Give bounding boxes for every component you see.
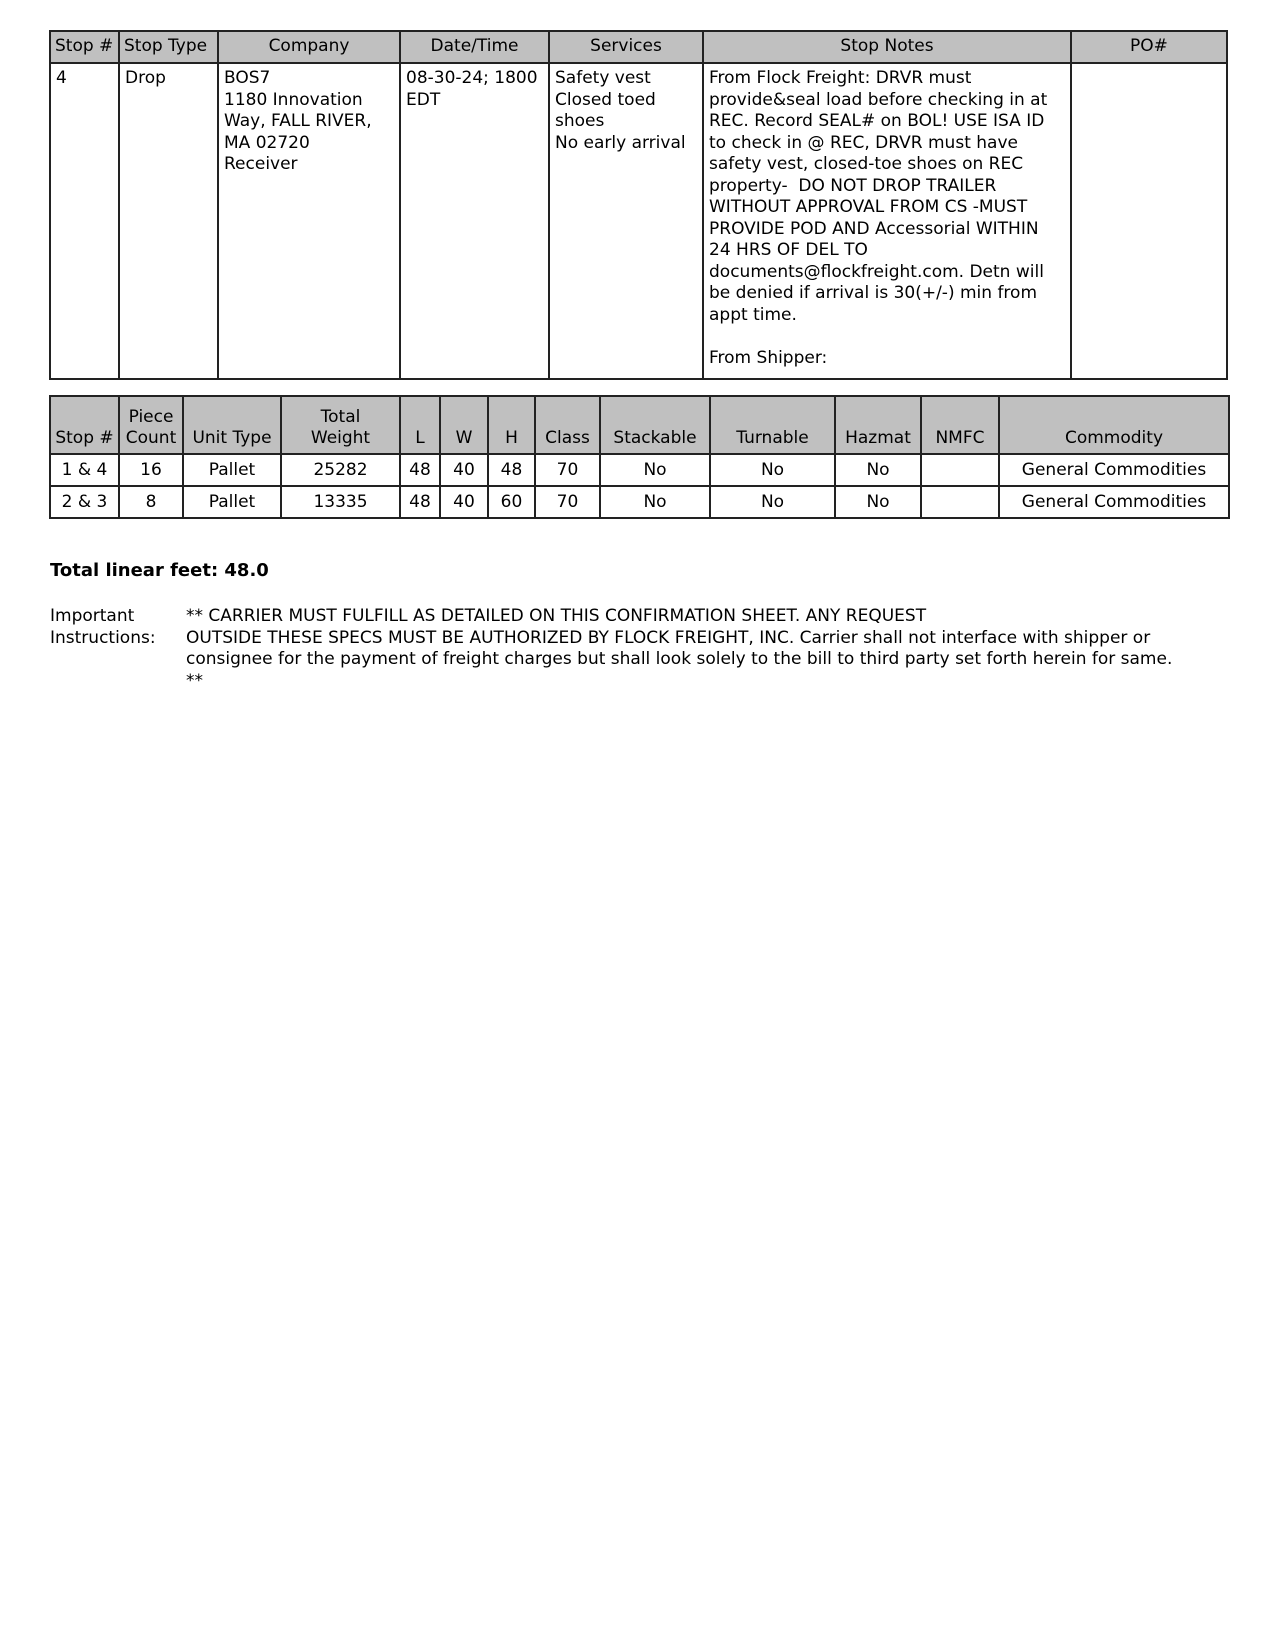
header-stop-number: Stop # (50, 31, 119, 63)
commodity-cell: General Commodities (999, 454, 1229, 486)
total-weight-cell: 25282 (281, 454, 400, 486)
header-class: Class (535, 396, 600, 454)
header-stop-notes: Stop Notes (703, 31, 1071, 63)
stops-header-row (50, 31, 1227, 63)
stop-number-cell: 2 & 3 (50, 486, 119, 518)
header-po-number: PO# (1071, 31, 1227, 63)
header-date-time: Date/Time (400, 31, 549, 63)
header-unit-type: Unit Type (183, 396, 281, 454)
unit-type-cell: Pallet (183, 486, 281, 518)
services-cell: Safety vest Closed toed shoes No early arrival (549, 63, 703, 379)
piece-count-cell: 16 (119, 454, 183, 486)
unit-type-cell: Pallet (183, 454, 281, 486)
stop-number-cell: 4 (50, 63, 119, 379)
stop-type-cell: Drop (119, 63, 218, 379)
header-nmfc: NMFC (921, 396, 999, 454)
header-turnable: Turnable (710, 396, 835, 454)
header-height: H (488, 396, 535, 454)
length-cell: 48 (400, 486, 440, 518)
height-cell: 60 (488, 486, 535, 518)
nmfc-cell (921, 454, 999, 486)
header-stop-type: Stop Type (119, 31, 218, 63)
header-hazmat: Hazmat (835, 396, 921, 454)
turnable-cell: No (710, 454, 835, 486)
header-stackable: Stackable (600, 396, 710, 454)
company-cell: BOS7 1180 Innovation Way, FALL RIVER, MA 02720 Receiver (218, 63, 400, 379)
width-cell: 40 (440, 486, 488, 518)
stop-row (50, 63, 1227, 379)
length-cell: 48 (400, 454, 440, 486)
hazmat-cell: No (835, 454, 921, 486)
items-table (49, 395, 1230, 519)
turnable-cell: No (710, 486, 835, 518)
stackable-cell: No (600, 486, 710, 518)
piece-count-cell: 8 (119, 486, 183, 518)
table-row (50, 486, 1229, 518)
nmfc-cell (921, 486, 999, 518)
date-time-cell: 08-30-24; 1800 EDT (400, 63, 549, 379)
total-linear-feet: Total linear feet: 48.0 (50, 560, 269, 581)
class-cell: 70 (535, 486, 600, 518)
header-stop-number: Stop # (50, 396, 119, 454)
width-cell: 40 (440, 454, 488, 486)
header-total-weight: Total Weight (281, 396, 400, 454)
header-length: L (400, 396, 440, 454)
stops-table (49, 30, 1228, 380)
total-weight-cell: 13335 (281, 486, 400, 518)
header-piece-count: Piece Count (119, 396, 183, 454)
height-cell: 48 (488, 454, 535, 486)
stop-number-cell: 1 & 4 (50, 454, 119, 486)
header-commodity: Commodity (999, 396, 1229, 454)
header-services: Services (549, 31, 703, 63)
stackable-cell: No (600, 454, 710, 486)
header-company: Company (218, 31, 400, 63)
stop-notes-cell: From Flock Freight: DRVR must provide&seal load before checking in at REC. Record SEAL# on BOL! USE ISA ID to check in @ REC, DRVR must have safety vest, closed-toe shoes on REC property- DO NOT DROP TRAILER WITHOUT APPROVAL FROM CS -MUST PROVIDE POD AND Accessorial WITHIN 24 HRS OF DEL TO documents@flockfreight.com. Detn will be denied if arrival is 30(+/-) min from appt time. From Shipper: (703, 63, 1071, 379)
header-width: W (440, 396, 488, 454)
class-cell: 70 (535, 454, 600, 486)
important-instructions-text: ** CARRIER MUST FULFILL AS DETAILED ON THIS CONFIRMATION SHEET. ANY REQUEST OUTSIDE THESE SPECS MUST BE AUTHORIZED BY FLOCK FREIGHT, INC. Carrier shall not interface with shipper or consignee for the payment of freight charges but shall look solely to the bill to third party set forth herein for same. ** (186, 606, 1173, 691)
important-instructions-label: Important Instructions: (50, 606, 156, 648)
commodity-cell: General Commodities (999, 486, 1229, 518)
table-row (50, 454, 1229, 486)
hazmat-cell: No (835, 486, 921, 518)
po-number-cell (1071, 63, 1227, 379)
items-header-row (50, 396, 1229, 454)
